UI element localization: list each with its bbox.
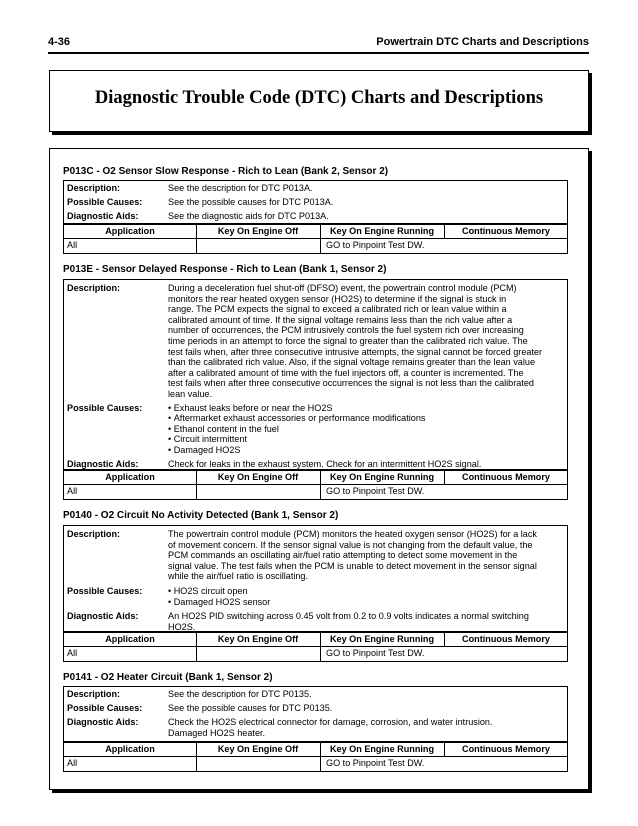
page-number: 4-36 (48, 36, 71, 48)
application-table (63, 742, 568, 772)
col-koeo: Key On Engine Off (217, 634, 299, 644)
causes-row (64, 400, 567, 456)
page-title: Diagnostic Trouble Code (DTC) Charts and Descriptions (94, 88, 544, 108)
col-cm: Continuous Memory (462, 744, 550, 754)
col-divider (444, 742, 445, 756)
description-row (64, 687, 567, 701)
causes-label: Possible Causes: (67, 402, 143, 413)
page-header (48, 36, 589, 53)
line: time periods in an attempt to force the signal to greater than the calibrated rich value. The (168, 335, 528, 346)
col-koeo: Key On Engine Off (217, 472, 299, 482)
causes-list (168, 403, 567, 456)
col-application: Application (105, 226, 155, 236)
list-item: • Damaged HO2S sensor (168, 597, 563, 608)
row-divider (64, 646, 567, 647)
description-row (64, 280, 567, 400)
line: while the air/fuel ratio is oscillating. (168, 571, 309, 582)
line: lean value. (168, 388, 212, 399)
line: range. The PCM expects the signal to exceed a calibrated rich or lean value within a (168, 304, 507, 315)
aids-text (168, 717, 567, 738)
line: An HO2S PID switching across 0.45 volt from 0.2 to 0.9 volts indicates a normal switching (168, 611, 529, 622)
causes-text: See the possible causes for DTC P0135. (168, 703, 333, 713)
aids-label: Diagnostic Aids: (67, 611, 139, 622)
list-item: • Ethanol content in the fuel (168, 424, 563, 435)
application-table (63, 632, 568, 662)
koer-value: GO to Pinpoint Test DW. (326, 240, 425, 250)
causes-text: See the possible causes for DTC P013A. (168, 197, 334, 207)
line: number of occurrences, the PCM intrusively controls the fuel system rich over increasing (168, 325, 524, 336)
application-value: All (67, 758, 78, 768)
description-label: Description: (67, 183, 121, 193)
dtc-table (63, 686, 568, 742)
col-application: Application (105, 744, 155, 754)
col-divider (444, 470, 445, 484)
application-table (63, 224, 568, 254)
aids-row (64, 456, 567, 470)
col-koer: Key On Engine Running (329, 744, 435, 754)
line: calibrated amount of time. If the signal voltage remains less than the rich value after a (168, 314, 513, 325)
aids-row (64, 209, 567, 223)
line: test fails when, after three consecutive intrusive attempts, the signal cannot be forced greater (168, 346, 543, 357)
list-item: • Aftermarket exhaust accessories or performance modifications (168, 413, 563, 424)
row-divider (64, 238, 567, 239)
line: after a calibrated amount of time with the fuel injectors off, a counter is incremented. The (168, 367, 524, 378)
dtc-title: P0140 - O2 Circuit No Activity Detected (Bank 1, Sensor 2) (63, 510, 339, 521)
col-cm: Continuous Memory (462, 634, 550, 644)
description-text (168, 283, 567, 400)
col-application: Application (105, 634, 155, 644)
col-cm: Continuous Memory (462, 472, 550, 482)
application-value: All (67, 240, 78, 250)
dtc-title: P013C - O2 Sensor Slow Response - Rich to Lean (Bank 2, Sensor 2) (63, 166, 389, 177)
dtc-title: P0141 - O2 Heater Circuit (Bank 1, Sensor 2) (63, 672, 273, 683)
line: The powertrain control module (PCM) monitors the heated oxygen sensor (HO2S) for a lack (168, 529, 537, 539)
list-item: • Exhaust leaks before or near the HO2S (168, 403, 563, 414)
causes-row (64, 195, 567, 209)
causes-label: Possible Causes: (67, 703, 143, 713)
description-label: Description: (67, 529, 121, 539)
causes-label: Possible Causes: (67, 585, 143, 596)
col-application: Application (105, 472, 155, 482)
aids-text (168, 611, 567, 632)
running-header: Powertrain DTC Charts and Descriptions (376, 36, 589, 48)
causes-row (64, 582, 567, 607)
application-value: All (67, 486, 78, 496)
row-divider (64, 756, 567, 757)
description-row (64, 181, 567, 195)
dtc-table (63, 279, 568, 470)
list-item: • Circuit intermittent (168, 434, 563, 445)
aids-label: Diagnostic Aids: (67, 211, 139, 221)
col-cm: Continuous Memory (462, 226, 550, 236)
col-divider (444, 224, 445, 238)
aids-text: Check for leaks in the exhaust system. Check for an intermittent HO2S signal. (168, 458, 482, 469)
line: Damaged HO2S heater. (168, 727, 266, 738)
row-divider (64, 484, 567, 485)
line: Check the HO2S electrical connector for damage, corrosion, and water intrusion. (168, 717, 493, 727)
col-koer: Key On Engine Running (329, 634, 435, 644)
dtc-title: P013E - Sensor Delayed Response - Rich to Lean (Bank 1, Sensor 2) (63, 264, 387, 275)
causes-row (64, 701, 567, 715)
list-item: • Damaged HO2S (168, 445, 563, 456)
col-koer: Key On Engine Running (329, 472, 435, 482)
list-item: • HO2S circuit open (168, 586, 563, 597)
koer-value: GO to Pinpoint Test DW. (326, 758, 425, 768)
aids-row (64, 715, 567, 738)
line: HO2S. (168, 621, 196, 632)
causes-list (168, 586, 567, 607)
dtc-table (63, 525, 568, 632)
line: than the calibrated rich value. Also, if the signal voltage remains greater than the lean value (168, 357, 536, 368)
title-box (49, 70, 589, 132)
description-row (64, 526, 567, 582)
description-label: Description: (67, 689, 121, 699)
line: signal value. The test fails when the PCM is unable to detect movement in the sensor signal (168, 560, 537, 571)
line: test fails when after three consecutive occurrences the signal is not less than the calibrated (168, 378, 534, 389)
description-text: See the description for DTC P013A. (168, 183, 313, 193)
header-rule (48, 52, 589, 54)
col-koeo: Key On Engine Off (217, 226, 299, 236)
koer-value: GO to Pinpoint Test DW. (326, 648, 425, 658)
application-table (63, 470, 568, 500)
aids-text: See the diagnostic aids for DTC P013A. (168, 211, 329, 221)
col-divider (444, 632, 445, 646)
koer-value: GO to Pinpoint Test DW. (326, 486, 425, 496)
aids-row (64, 607, 567, 632)
col-koer: Key On Engine Running (329, 226, 435, 236)
line: monitors the rear heated oxygen sensor (HO2S) to determine if the signal is stuck in (168, 293, 507, 304)
description-text: See the description for DTC P0135. (168, 689, 312, 699)
description-label: Description: (67, 283, 121, 293)
causes-label: Possible Causes: (67, 197, 143, 207)
col-koeo: Key On Engine Off (217, 744, 299, 754)
aids-label: Diagnostic Aids: (67, 458, 139, 469)
description-text (168, 529, 567, 582)
line: of movement concern. If the sensor signal value is not changing from the default value, the (168, 539, 533, 550)
line: PCM commands an oscillating air/fuel ratio attempting to detect some movement in the (168, 550, 518, 561)
aids-label: Diagnostic Aids: (67, 717, 139, 727)
line: During a deceleration fuel shut-off (DFSO) event, the powertrain control module (PCM) (168, 283, 517, 293)
application-value: All (67, 648, 78, 658)
dtc-table (63, 180, 568, 224)
